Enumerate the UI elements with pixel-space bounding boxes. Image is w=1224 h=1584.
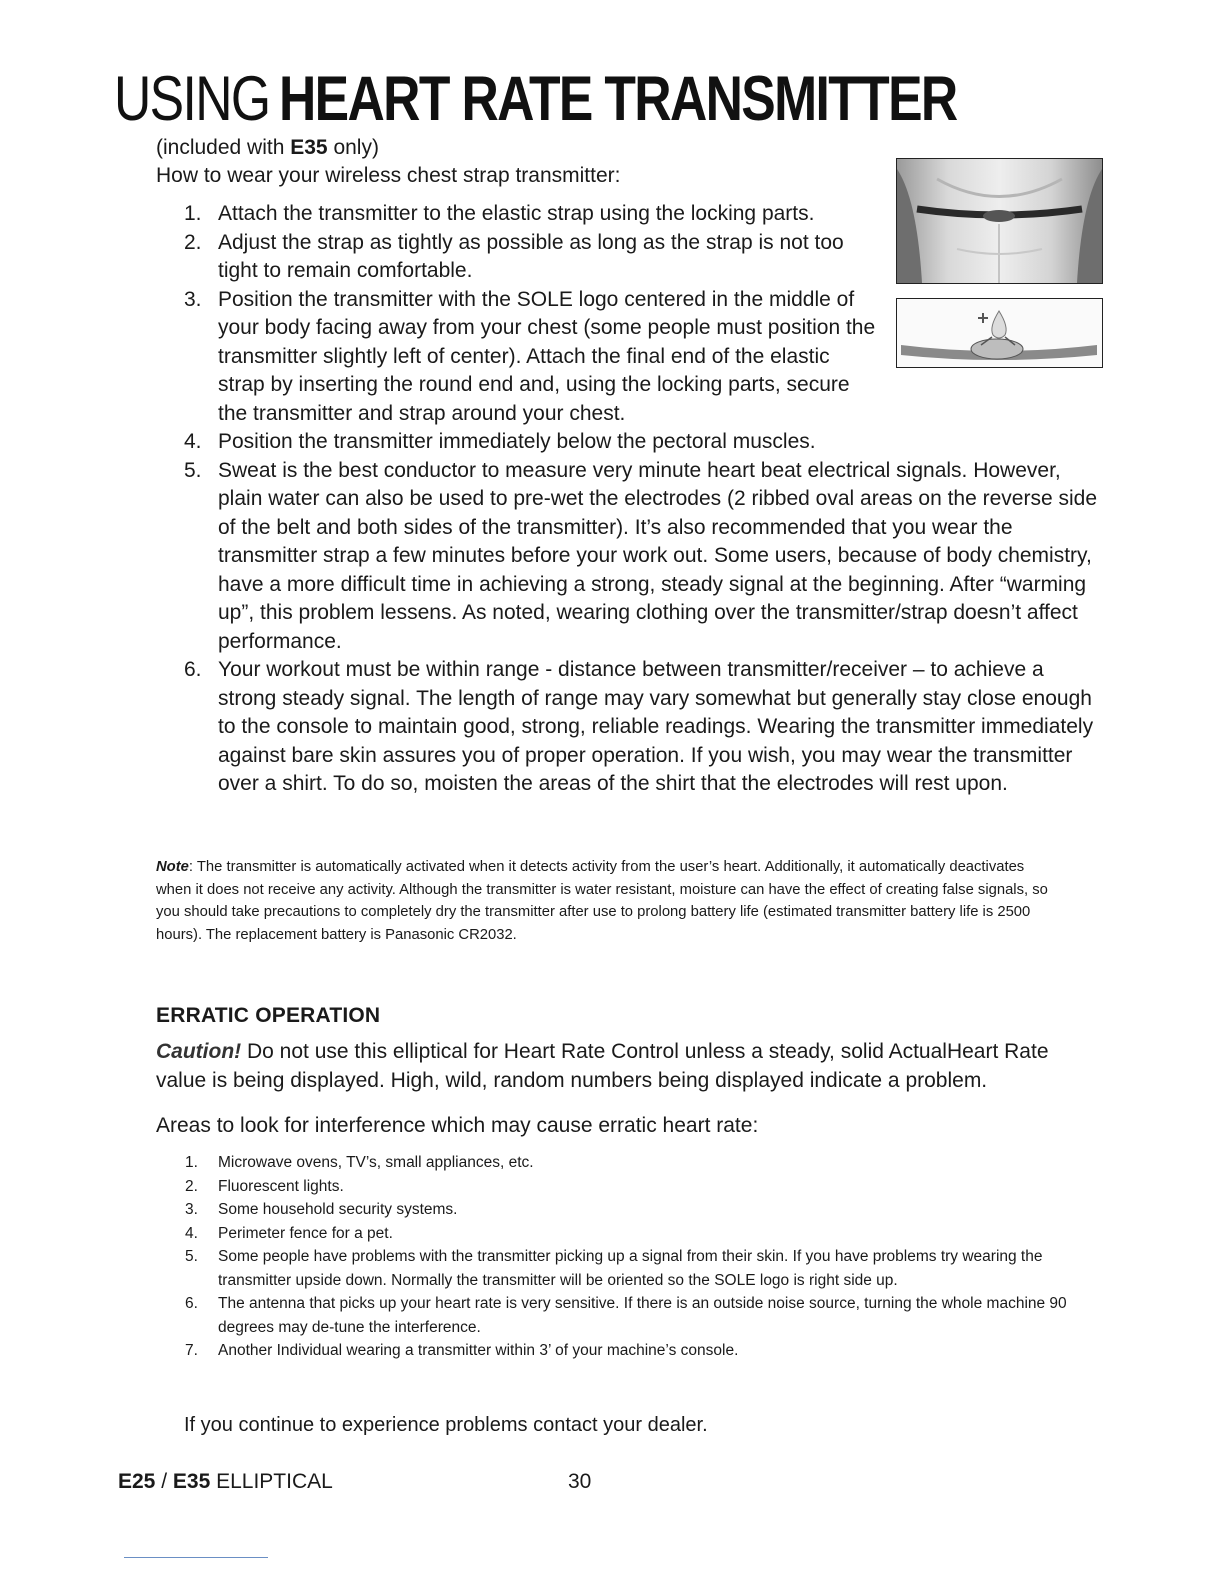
list-item: 5. Some people have problems with the transmitter picking up a signal from their skin. If you have problems try wearing the transmitter upside down. Normally the transmitter will be oriented so the SOLE logo is right side up. — [185, 1248, 1043, 1289]
page-title — [114, 64, 1105, 134]
note-label: Note — [156, 859, 189, 875]
subtitle-model: E35 — [290, 136, 328, 159]
list-item: 6. The antenna that picks up your heart rate is very sensitive. If there is an outside noise source, turning the whole machine 90 degrees may de-tune the interference. — [185, 1295, 1067, 1336]
wear-steps-list — [156, 200, 1098, 799]
list-item: 1. Microwave ovens, TV’s, small appliances, etc. — [185, 1154, 534, 1171]
title-light: USING — [114, 64, 270, 134]
list-item: 6. Your workout must be within range - distance between transmitter/receiver – to achieve a strong steady signal. The length of range may vary somewhat but generally stay close enough to the console to maintain good, strong, reliable readings. Wearing the transmitter immediately against bare skin assures you of proper operation. If you wish, you may wear the transmitter over a shirt. To do so, moisten the areas of the shirt that the electrodes will rest upon. — [184, 658, 1094, 795]
list-item: 2. Fluorescent lights. — [185, 1177, 344, 1195]
subtitle: (included with E35 only) — [156, 136, 379, 159]
section-heading: ERRATIC OPERATION — [156, 1004, 381, 1027]
list-item: 4. Perimeter fence for a pet. — [185, 1224, 393, 1242]
list-item: 2. Adjust the strap as tightly as possible as long as the strap is not too tight to remain comfortable. — [184, 230, 844, 282]
intro-text: How to wear your wireless chest strap transmitter: — [156, 164, 621, 187]
footer-model: E25 / E35 ELLIPTICAL — [118, 1470, 333, 1493]
list-item: 4. Position the transmitter immediately below the pectoral muscles. — [184, 430, 816, 453]
list-item: 1. Attach the transmitter to the elastic strap using the locking parts. — [184, 202, 815, 225]
contact-text: If you continue to experience problems contact your dealer. — [184, 1414, 708, 1436]
caution-paragraph: Caution! Do not use this elliptical for Heart Rate Control unless a steady, solid ActualHeart Rate value is being displayed. High, wild, random numbers being displayed indicate a problem. — [156, 1040, 1049, 1092]
interference-list — [156, 1151, 1106, 1363]
note-paragraph: Note: The transmitter is automatically activated when it detects activity from the user’s heart. Additionally, it automatically deactivates when it does not receive any activity. Although the transmitter is water resistant, moisture can have the effect of creating false signals, so you should take precautions to completely dry the transmitter after use to prolong battery life (estimated transmitter battery life is 2500 hours). The replacement battery is Panasonic CR2032. — [156, 859, 1048, 943]
list-item: 7. Another Individual wearing a transmitter within 3’ of your machine’s console. — [185, 1342, 739, 1359]
page-number: 30 — [568, 1470, 592, 1493]
footer-rule — [124, 1557, 268, 1558]
list-item: 3. Position the transmitter with the SOLE logo centered in the middle of your body facing away from your chest (some people must position the transmitter slightly left of center). Attach the final end of the elastic strap by inserting the round end and, using the locking parts, secure the transmitter and strap around your chest. — [184, 287, 876, 425]
list-item: 3. Some household security systems. — [185, 1201, 458, 1218]
caution-label: Caution! — [156, 1040, 242, 1063]
areas-intro: Areas to look for interference which may cause erratic heart rate: — [156, 1114, 759, 1137]
title-bold: HEART RATE TRANSMITTER — [279, 64, 957, 134]
list-item: 5. Sweat is the best conductor to measure very minute heart beat electrical signals. However, plain water can also be used to pre-wet the electrodes (2 ribbed oval areas on the reverse side of the belt and both sides of the transmitter). It’s also recommended that you wear the transmitter strap a few minutes before your work out. Some users, because of body chemistry, have a more difficult time in achieving a strong, steady signal at the beginning. After “warming up”, this problem lessens. As noted, wearing clothing over the transmitter/strap doesn’t affect performance. — [184, 458, 1098, 653]
